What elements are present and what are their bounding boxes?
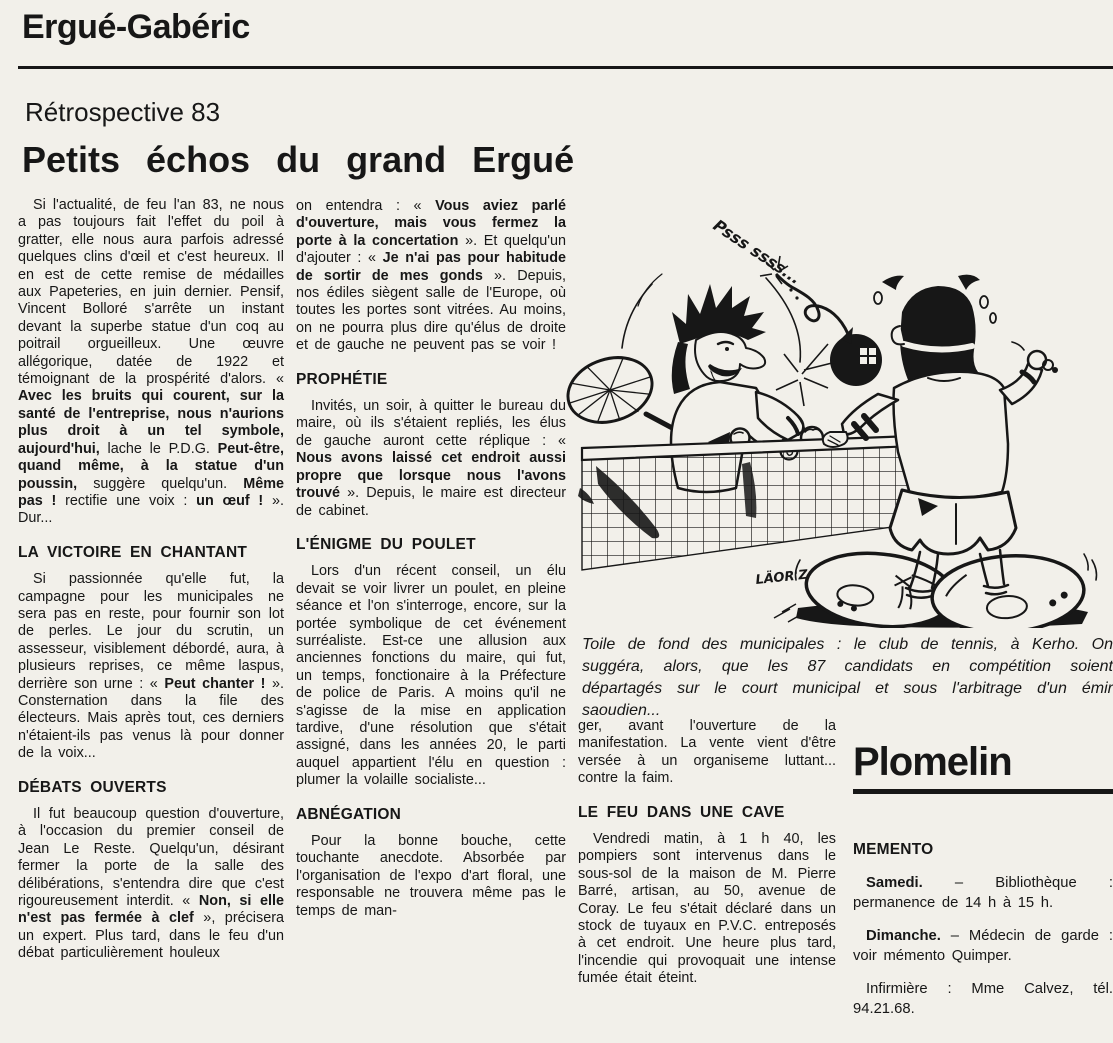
article-column-2 — [296, 198, 566, 920]
paragraph: Lors d'un récent conseil, un élu devait se voir livrer un poulet, en pleine séance et l'on s'interroge, encore, sur la portée symbolique de cet événement surréaliste. Est-ce une allusion aux anciennes fonctions du maire, qui fut, un temps, fonctionaire à la Préfecture de police de Paris. A moins qu'il ne s'agisse de la mise en application tardive, d'une résolution que s'était assigné, dans les années 20, le parti auquel appartient l'élu en question : plumer la volaille socialiste... — [296, 563, 566, 789]
paragraph: Il fut beaucoup question d'ouverture, à l'occasion du premier conseil de Jean Le Reste. Quelqu'un, désirant fermer la porte de la salle des délibérations, s'entendra dire que c'est rigoureusement interdit. « Non, si elle n'est pas fermée à clef », précisera un expert. Plus tard, dans le feu d'un débat particulièrement houleux — [18, 806, 284, 962]
section-heading: ABNÉGATION — [296, 805, 402, 823]
paragraph: Infirmière : Mme Calvez, tél. 94.21.68. — [853, 981, 1113, 1017]
section-heading: MEMENTO — [853, 841, 934, 858]
section-heading: LE FEU DANS UNE CAVE — [578, 803, 785, 821]
plomelin-section — [853, 740, 1113, 1019]
impact-burst-icon — [776, 344, 836, 406]
article-column-1 — [18, 197, 284, 963]
paragraph: Vendredi matin, à 1 h 40, les pompiers sont intervenus dans le sous-sol de la maison de M. Pierre Barré, artisan, au 50, avenue de Coray. Le feu s'était déclaré dans un stock de tuyaux en P.V.C. entreposés à cet endroit. Une heure plus tard, l'incendie qui provoquait une intense fumée était éteint. — [578, 831, 836, 987]
article-headline: Petits échos du grand Ergué — [22, 139, 575, 180]
paragraph: on entendra : « Vous aviez parlé d'ouverture, mais vous fermez la porte à la concertation ». Et quelqu'un d'ajouter : « Je n'ai pas pour habitude de sortir de mes gonds ». Depuis, nos édiles siègent salle de l'Europe, où toutes les portes sont vitrées. Au moins, on ne pourra plus dire qu'élus de droite et de gauche ne peuvent pas se voir ! — [296, 198, 566, 354]
plomelin-rule — [853, 789, 1113, 794]
tennis-net — [578, 436, 914, 570]
paragraph: Dimanche. – Médecin de garde : voir mémento Quimper. — [853, 928, 1113, 964]
section-heading: PROPHÉTIE — [296, 370, 388, 388]
cartoon-caption: Toile de fond des municipales : le club de tennis, à Kerho. On suggéra, alors, que les 87 candidats en compétition soient départagés sur le court municipal et sous l'arbitrage d'un émir saoudien... — [582, 636, 1113, 719]
section-heading: DÉBATS OUVERTS — [18, 778, 167, 796]
cartoon-illustration — [560, 192, 1113, 628]
paragraph: Samedi. – Bibliothèque : permanence de 14 h à 15 h. — [853, 875, 1113, 911]
paragraph: Si passionnée qu'elle fut, la campagne pour les municipales ne sera pas en reste, pour fournir son lot de perles. Le jour du scrutin, un assesseur, visiblement débordé, aura, à plusieurs reprises, ce même laspus, derrière son urne : « Peut chanter ! ». Consternation dans la file des électeurs. Mais après tout, ces derniers n'étaient-ils pas venus là pour donner de la voix... — [18, 571, 284, 762]
paragraph: Pour la bonne bouche, cette touchante anecdote. Absorbée par l'organisation de l'expo d'art floral, une responsable ne trouvera même pas le temps de man- — [296, 833, 566, 919]
plomelin-title: Plomelin — [853, 740, 1012, 784]
paragraph: Si l'actualité, de feu l'an 83, ne nous a pas toujours fait l'effet du poil à gratter, elle nous aura parfois adressé quelques clins d'œil et c'est heureux. Il en est de cette remise de médailles aux Papeteries, en juin dernier. Pensif, Vincent Bolloré s'arrête un instant devant la superbe statue d'un coq au poitrail orgueilleux. Une œuvre allégorique, datée de 1922 et témoignant de la prospérité d'alors. « Avec les bruits qui courent, sur la santé de l'entreprise, nous n'aurions plus droit à un tel symbole, aujourd'hui, lache le P.D.G. Peut-être, quand même, à la statue d'un poussin, suggère quelqu'un. Même pas ! rectifie une voix : un œuf ! ». Dur... — [18, 197, 284, 527]
masthead-title: Ergué-Gabéric — [22, 8, 250, 46]
sound-text: Psss ssss... — [709, 215, 805, 289]
masthead-rule — [18, 66, 1113, 69]
giant-shoes — [803, 546, 1087, 628]
racket-icon — [560, 347, 676, 433]
paragraph: ger, avant l'ouverture de la manifestation. La vente vient d'être versée à un organiseme luttant... contre la faim. — [578, 718, 836, 787]
article-kicker: Rétrospective 83 — [25, 97, 221, 127]
article-column-3 — [578, 718, 836, 988]
paragraph: Invités, un soir, à quitter le bureau du maire, où ils s'étaient repliés, les élus de gauche auront cette réplique : « Nous avons laissé cet endroit aussi propre que lorsque nous l'avons trouvé ». Depuis, le maire est directeur de cabinet. — [296, 398, 566, 519]
memento-list — [853, 840, 1113, 1019]
section-heading: LA VICTOIRE EN CHANTANT — [18, 543, 248, 561]
section-heading: L'ÉNIGME DU POULET — [296, 535, 476, 553]
signature-text: LÄOR'Z — [754, 567, 809, 588]
